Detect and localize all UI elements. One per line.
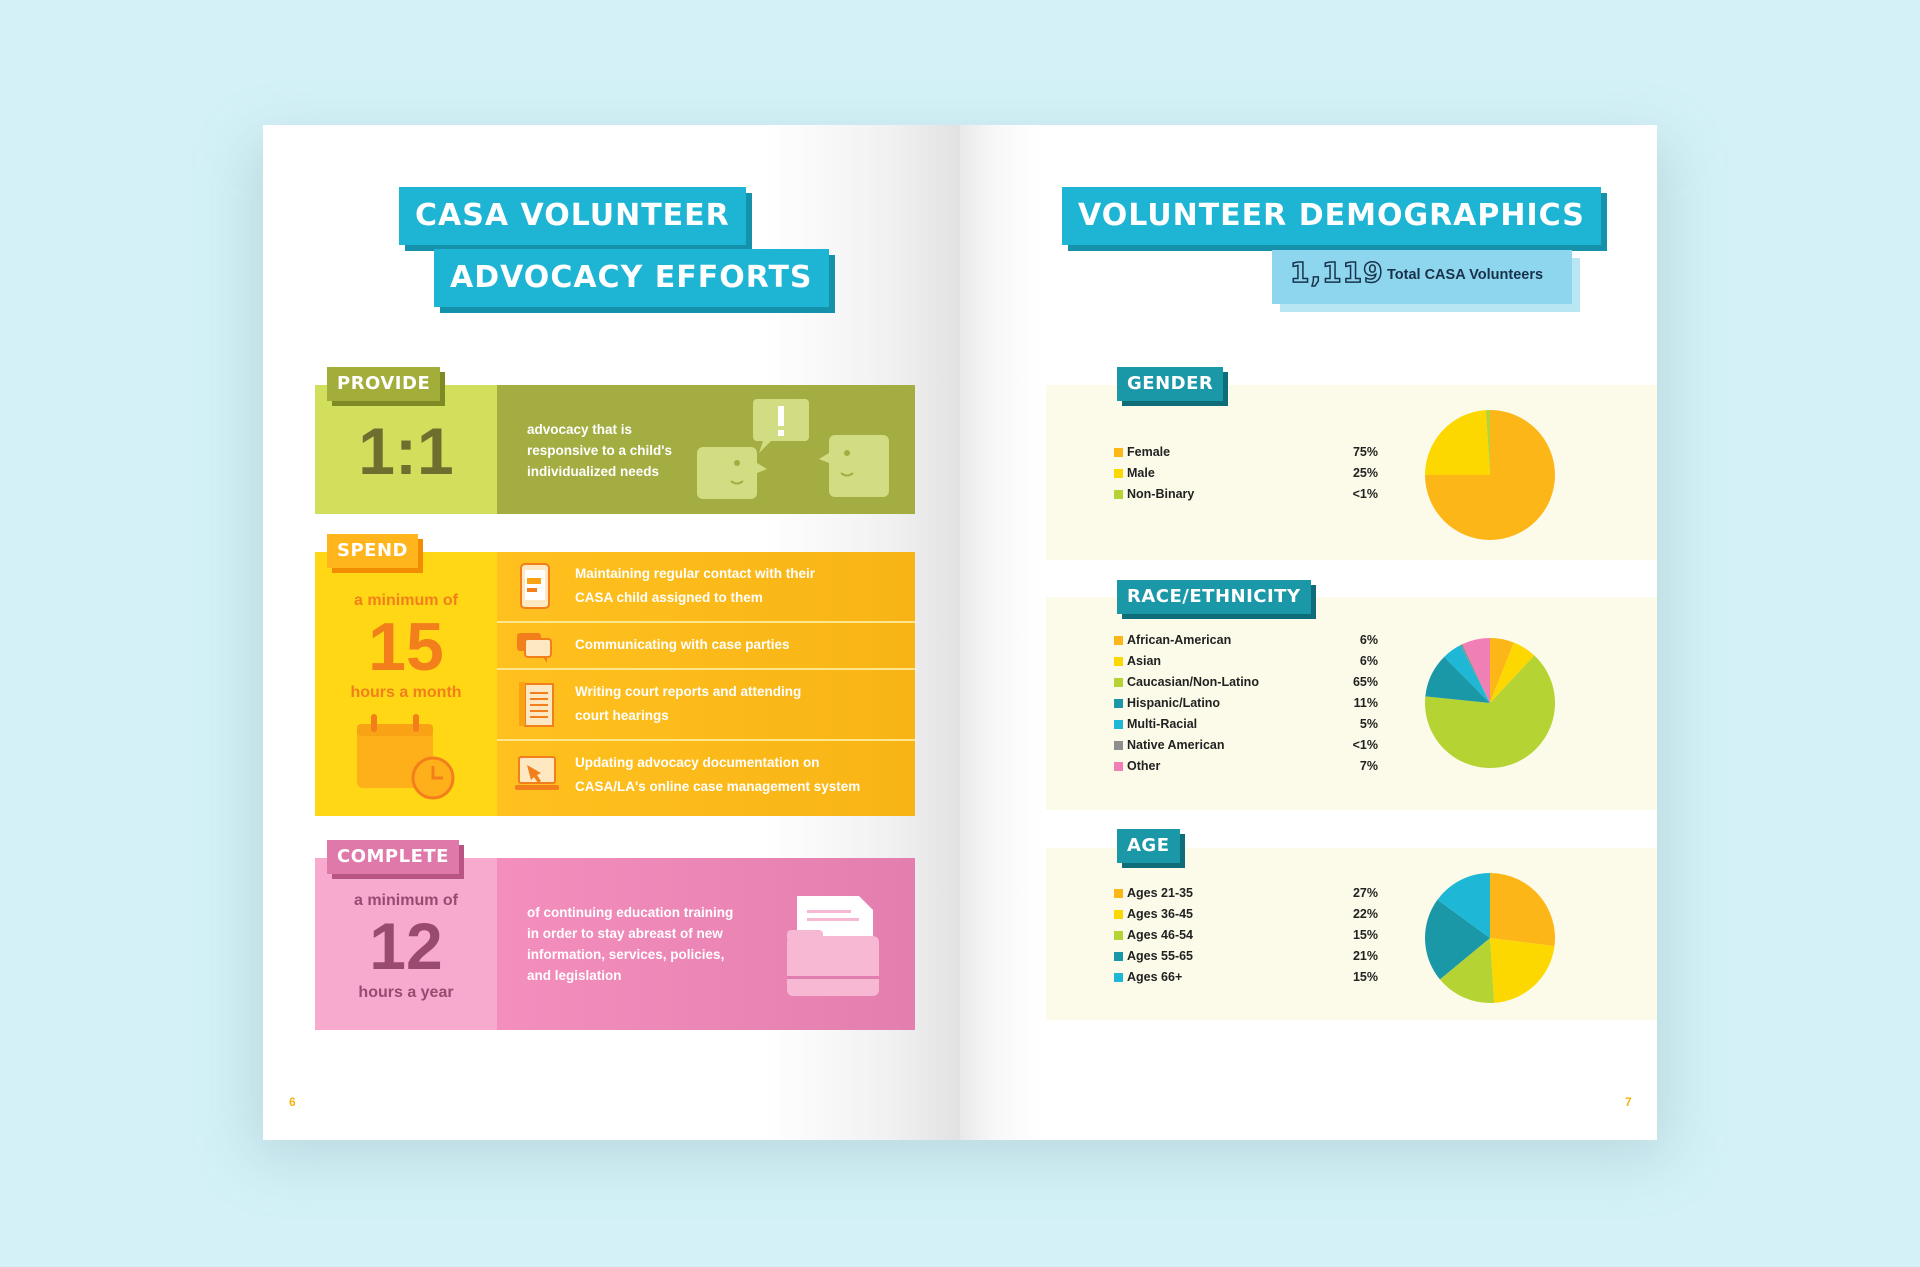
age-tag: AGE bbox=[1117, 829, 1180, 863]
spend-tag: SPEND bbox=[327, 534, 418, 568]
legend-label: Ages 36-45 bbox=[1127, 907, 1194, 921]
provide-ratio: 1:1 bbox=[358, 414, 454, 488]
gender-panel bbox=[1046, 385, 1657, 560]
complete-tag: COMPLETE bbox=[327, 840, 459, 874]
legend-label: Caucasian/Non-Latino bbox=[1127, 675, 1259, 689]
legend-swatch bbox=[1114, 741, 1123, 750]
gender-pie-chart bbox=[1422, 407, 1558, 543]
legend-value: 5% bbox=[1359, 717, 1378, 731]
legend-value: 75% bbox=[1352, 445, 1378, 459]
list-item: Updating advocacy documentation on CASA/LA's online case management system bbox=[497, 741, 915, 816]
legend-swatch bbox=[1114, 720, 1123, 729]
right-page bbox=[960, 125, 1657, 1140]
complete-suffix: hours a year bbox=[358, 984, 454, 1001]
race-tag: RACE/ETHNICITY bbox=[1117, 580, 1311, 614]
legend-value: 25% bbox=[1352, 466, 1378, 480]
legend-value: 65% bbox=[1352, 675, 1378, 689]
legend-swatch bbox=[1114, 910, 1123, 919]
legend-value: 21% bbox=[1352, 949, 1378, 963]
chat-bubbles-icon bbox=[515, 631, 555, 663]
pie-slice bbox=[1425, 410, 1490, 475]
legend-swatch bbox=[1114, 889, 1123, 898]
legend-swatch bbox=[1114, 973, 1123, 982]
legend-value: 22% bbox=[1352, 907, 1378, 921]
legend-label: Female bbox=[1127, 445, 1171, 459]
legend-label: Other bbox=[1127, 759, 1161, 773]
left-page bbox=[263, 125, 960, 1140]
legend-value: 7% bbox=[1359, 759, 1378, 773]
legend-value: <1% bbox=[1352, 738, 1378, 752]
provide-block bbox=[315, 373, 915, 514]
race-panel bbox=[1046, 597, 1657, 810]
legend-value: 27% bbox=[1352, 886, 1378, 900]
page-number-left: 6 bbox=[289, 1095, 296, 1109]
legend-swatch bbox=[1114, 469, 1123, 478]
legend-label: Ages 46-54 bbox=[1127, 928, 1194, 942]
legend-swatch bbox=[1114, 657, 1123, 666]
legend-label: Non-Binary bbox=[1127, 487, 1195, 501]
legend-swatch bbox=[1114, 952, 1123, 961]
legend-swatch bbox=[1114, 490, 1123, 499]
legend-label: Ages 55-65 bbox=[1127, 949, 1194, 963]
list-item: Writing court reports and attending court hearings bbox=[497, 670, 915, 741]
legend-value: 6% bbox=[1359, 654, 1378, 668]
folder-icon bbox=[787, 894, 883, 998]
provide-number-panel bbox=[315, 385, 497, 514]
legend-swatch bbox=[1114, 678, 1123, 687]
legend-label: African-American bbox=[1127, 633, 1232, 647]
calendar-clock-icon bbox=[355, 712, 460, 802]
laptop-icon bbox=[515, 753, 559, 797]
total-volunteers-box bbox=[1272, 250, 1572, 304]
spend-prefix: a minimum of bbox=[353, 592, 458, 609]
gender-tag: GENDER bbox=[1117, 367, 1223, 401]
complete-text: of continuing education training in order to stay abreast of new information, services, policies, and legislation bbox=[527, 905, 734, 983]
provide-tag: PROVIDE bbox=[327, 367, 440, 401]
age-pie-chart bbox=[1422, 870, 1558, 1006]
provide-text: advocacy that is responsive to a child's individualized needs bbox=[527, 422, 673, 479]
legend-swatch bbox=[1114, 699, 1123, 708]
legend-swatch bbox=[1114, 931, 1123, 940]
legend-value: <1% bbox=[1352, 487, 1378, 501]
legend-label: Male bbox=[1127, 466, 1155, 480]
legend-value: 15% bbox=[1352, 970, 1378, 984]
legend-label: Ages 66+ bbox=[1127, 970, 1183, 984]
document-icon bbox=[515, 680, 555, 730]
legend-swatch bbox=[1114, 762, 1123, 771]
phone-icon bbox=[515, 562, 555, 612]
list-item: Communicating with case parties bbox=[497, 623, 915, 670]
total-volunteers-label: Total CASA Volunteers bbox=[1387, 267, 1544, 283]
legend-value: 6% bbox=[1359, 633, 1378, 647]
conversation-icon bbox=[697, 399, 897, 509]
legend-swatch bbox=[1114, 636, 1123, 645]
title-line-1: CASA VOLUNTEER bbox=[399, 187, 746, 245]
provide-text-panel bbox=[497, 385, 915, 514]
legend-label: Native American bbox=[1127, 738, 1225, 752]
legend-label: Hispanic/Latino bbox=[1127, 696, 1221, 710]
pie-slice bbox=[1490, 873, 1555, 946]
legend-label: Asian bbox=[1127, 654, 1162, 668]
spend-block bbox=[315, 540, 915, 816]
spend-suffix: hours a month bbox=[350, 684, 462, 701]
legend-label: Ages 21-35 bbox=[1127, 886, 1194, 900]
legend-swatch bbox=[1114, 448, 1123, 457]
title-line-2: ADVOCACY EFFORTS bbox=[434, 249, 829, 307]
complete-number: 12 bbox=[369, 909, 443, 983]
spend-number: 15 bbox=[368, 609, 444, 685]
complete-prefix: a minimum of bbox=[353, 892, 458, 909]
page-number-right: 7 bbox=[1625, 1095, 1632, 1109]
pie-slice bbox=[1490, 938, 1554, 1003]
legend-value: 11% bbox=[1353, 696, 1378, 710]
complete-text-panel bbox=[497, 858, 915, 1030]
complete-block bbox=[315, 846, 915, 1030]
legend-label: Multi-Racial bbox=[1127, 717, 1198, 731]
spend-number-panel bbox=[315, 552, 497, 816]
list-item: Maintaining regular contact with their CASA child assigned to them bbox=[497, 552, 915, 623]
race-pie-chart bbox=[1422, 635, 1558, 771]
complete-number-panel bbox=[315, 858, 497, 1030]
legend-value: 15% bbox=[1352, 928, 1378, 942]
age-panel bbox=[1046, 848, 1657, 1020]
total-volunteers-number: 1,119 bbox=[1290, 256, 1384, 289]
demographics-title: VOLUNTEER DEMOGRAPHICS bbox=[1062, 187, 1601, 245]
